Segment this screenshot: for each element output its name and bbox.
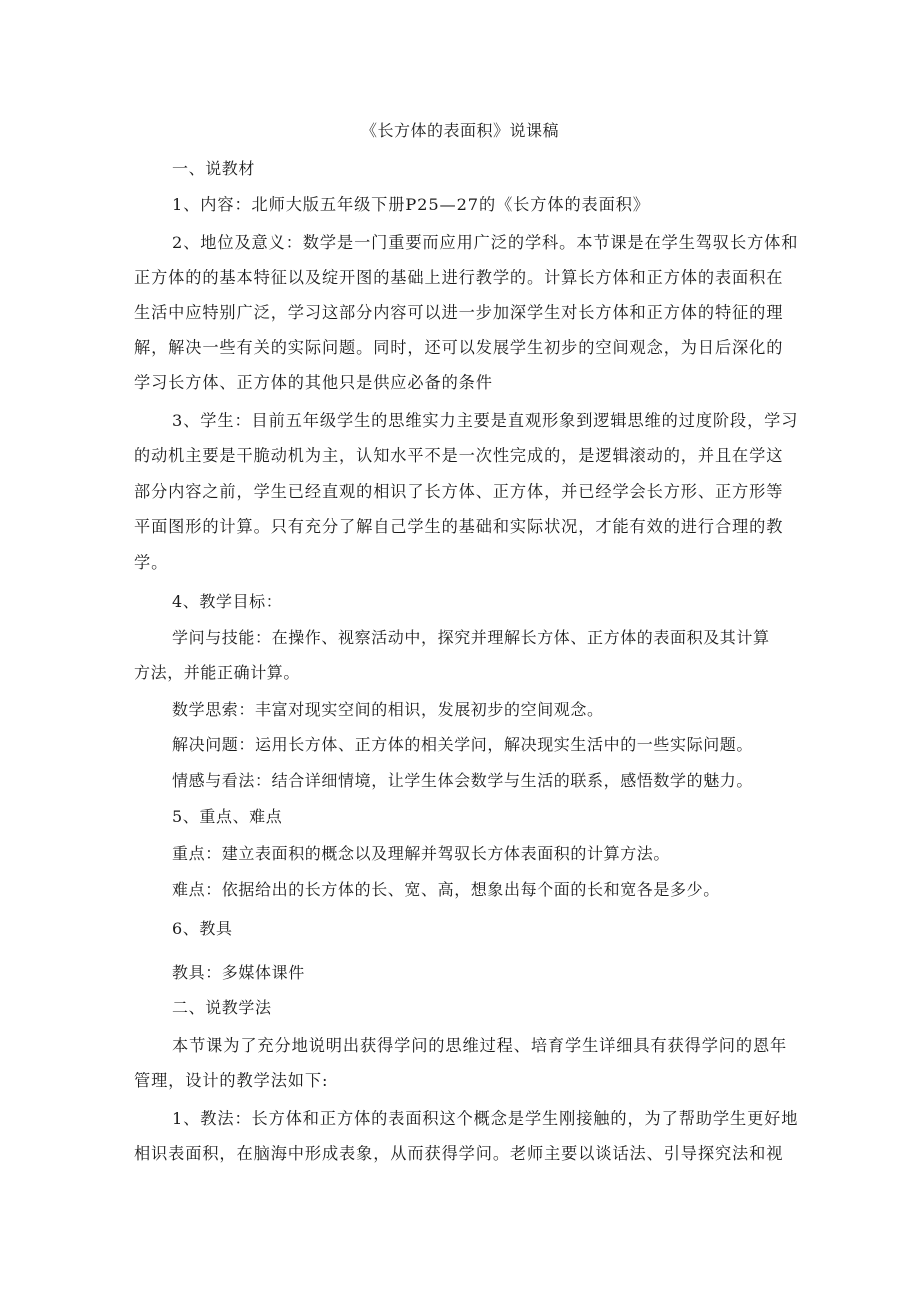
paragraph-significance-line: 生活中应特别广泛，学习这部分内容可以进一步加深学生对长方体和正方体的特征的理	[134, 303, 784, 322]
teaching-tools: 教具：多媒体课件	[172, 963, 305, 982]
method-teaching-line: 1、教法：长方体和正方体的表面积这个概念是学生刚接触的，为了帮助学生更好地	[172, 1109, 799, 1128]
paragraph-students-line: 平面图形的计算。只有充分了解自己学生的基础和实际状况，才能有效的进行合理的教	[134, 517, 784, 536]
paragraph-significance-line: 解，解决一些有关的实际问题。同时，还可以发展学生初步的空间观念，为日后深化的	[134, 338, 784, 357]
paragraph-students-line: 3、学生：目前五年级学生的思维实力主要是直观形象到逻辑思维的过度阶段，学习	[172, 411, 799, 430]
paragraph-students-line: 部分内容之前，学生已经直观的相识了长方体、正方体，并已经学会长方形、正方形等	[134, 482, 784, 501]
heading-teaching-tools: 6、教具	[172, 919, 233, 938]
paragraph-significance-line: 学习长方体、正方体的其他只是供应必备的条件	[134, 373, 493, 392]
goal-attitude: 情感与看法：结合详细情境，让学生体会数学与生活的联系，感悟数学的魅力。	[172, 771, 754, 790]
method-teaching-line: 相识表面积，在脑海中形成表象，从而获得学问。老师主要以谈话法、引导探究法和视	[134, 1144, 784, 1163]
methods-intro-line: 本节课为了充分地说明出获得学问的思维过程、培育学生详细具有获得学问的恩年	[172, 1036, 788, 1055]
goal-problem-solving: 解决问题：运用长方体、正方体的相关学问，解决现实生活中的一些实际问题。	[172, 735, 754, 754]
goal-knowledge-line: 方法，并能正确计算。	[134, 663, 301, 682]
paragraph-students-line: 学。	[134, 553, 169, 572]
heading-key-points: 5、重点、难点	[172, 807, 283, 826]
document-title: 《长方体的表面积》说课稿	[360, 121, 559, 140]
goal-knowledge-line: 学问与技能：在操作、视察活动中，探究并理解长方体、正方体的表面积及其计算	[172, 628, 770, 647]
heading-teaching-goals: 4、教学目标：	[172, 592, 283, 611]
paragraph-students-line: 的动机主要是干脆动机为主，认知水平不是一次性完成的，是逻辑滚动的，并且在学这	[134, 446, 784, 465]
methods-intro-line: 管理，设计的教学法如下:	[134, 1071, 329, 1090]
section-heading-textbook: 一、说教材	[172, 159, 256, 178]
key-point: 重点：建立表面积的概念以及理解并驾驭长方体表面积的计算方法。	[172, 844, 671, 863]
paragraph-content: 1、内容：北师大版五年级下册P25—27的《长方体的表面积》	[172, 195, 650, 214]
paragraph-significance-line: 正方体的的基本特征以及绽开图的基础上进行教学的。计算长方体和正方体的表面积在	[134, 268, 784, 287]
difficulty-point: 难点：依据给出的长方体的长、宽、高，想象出每个面的长和宽各是多少。	[172, 880, 720, 899]
paragraph-significance-line: 2、地位及意义：数学是一门重要而应用广泛的学科。本节课是在学生驾驭长方体和	[172, 233, 799, 252]
goal-math-thinking: 数学思索：丰富对现实空间的相识，发展初步的空间观念。	[172, 700, 604, 719]
section-heading-methods: 二、说教学法	[172, 998, 272, 1017]
